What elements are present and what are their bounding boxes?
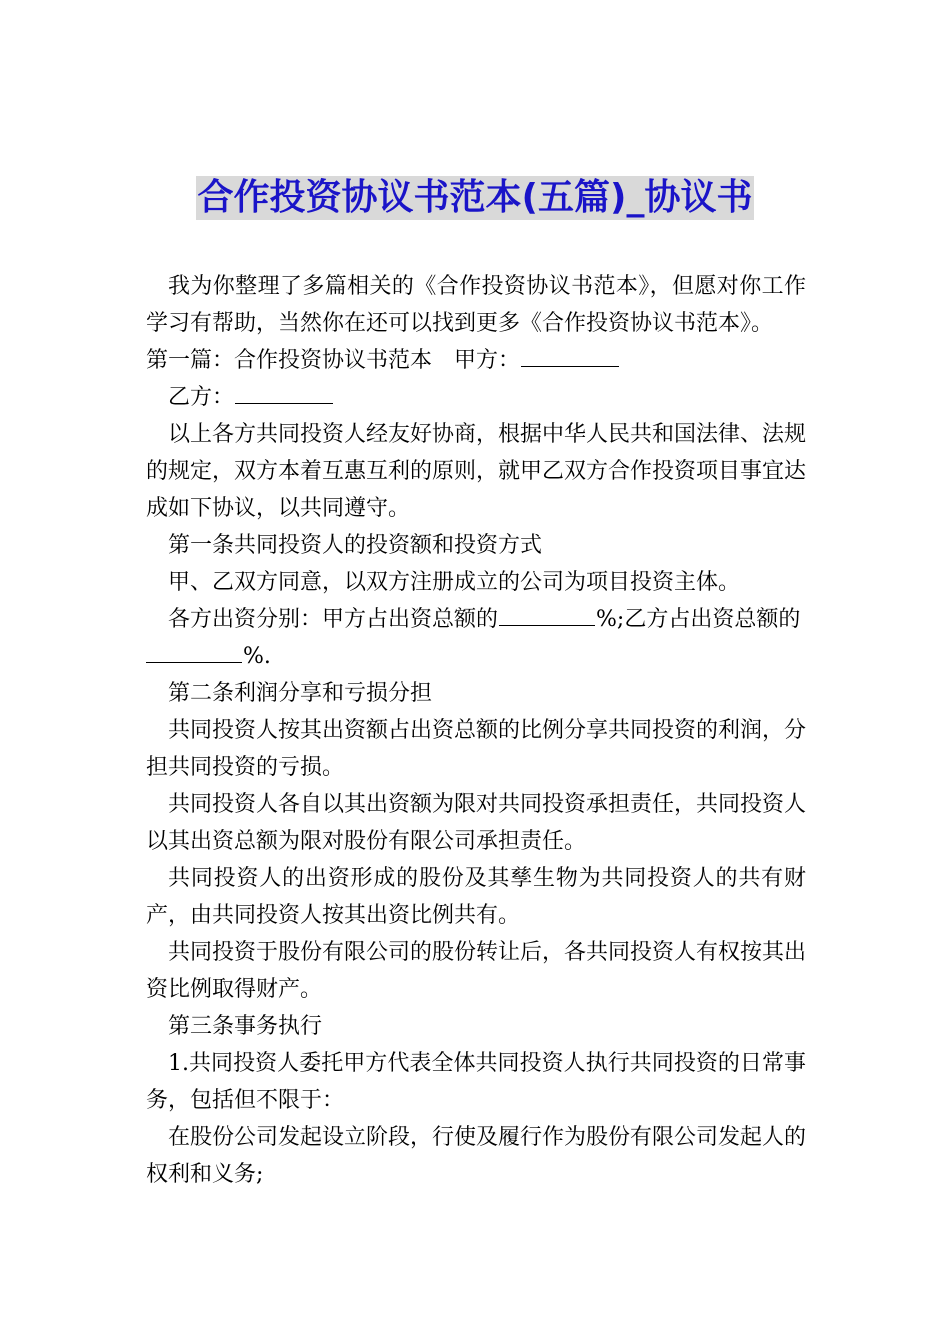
preamble-paragraph: 以上各方共同投资人经友好协商，根据中华人民共和国法律、法规的规定，双方本着互惠互利的原则，就甲乙双方合作投资项目事宜达成如下协议，以共同遵守。 [146, 422, 807, 521]
party-a-label: 甲方： [454, 348, 521, 373]
article3-paragraph1: 1.共同投资人委托甲方代表全体共同投资人执行共同投资的日常事务，包括但不限于： [146, 1051, 806, 1113]
article1-p2-part-c: %. [243, 644, 271, 669]
intro-paragraph: 我为你整理了多篇相关的《合作投资协议书范本》，但愿对你工作学习有帮助，当然你在还可以找到更多《合作投资协议书范本》。 [146, 274, 806, 336]
party-b-line [146, 379, 806, 416]
article1-paragraph2 [146, 601, 806, 675]
article3-title: 第三条事务执行 [168, 1014, 323, 1039]
party-b-label: 乙方： [168, 385, 235, 410]
part1-heading-line [146, 342, 806, 379]
title-container [0, 176, 950, 220]
article1-paragraph1: 甲、乙双方同意，以双方注册成立的公司为项目投资主体。 [168, 570, 741, 595]
article1-title: 第一条共同投资人的投资额和投资方式 [168, 533, 543, 558]
party-a-blank [521, 344, 619, 367]
article1-p2-part-a: 各方出资分别：甲方占出资总额的 [168, 607, 499, 632]
party-b-blank [235, 381, 333, 404]
party-b-share-blank [146, 640, 242, 663]
part1-heading: 第一篇：合作投资协议书范本 [146, 348, 433, 373]
document-title: 合作投资协议书范本(五篇)_协议书 [197, 177, 753, 218]
article2-title: 第二条利润分享和亏损分担 [168, 681, 433, 706]
article2-paragraph3: 共同投资人的出资形成的股份及其孳生物为共同投资人的共有财产，由共同投资人按其出资比例共有。 [146, 866, 806, 928]
article2-paragraph2: 共同投资人各自以其出资额为限对共同投资承担责任，共同投资人以其出资总额为限对股份有限公司承担责任。 [146, 792, 807, 854]
article1-p2-part-b: %;乙方占出资总额的 [596, 607, 801, 632]
article2-paragraph4: 共同投资于股份有限公司的股份转让后，各共同投资人有权按其出资比例取得财产。 [146, 940, 807, 1002]
party-a-share-blank [499, 603, 595, 626]
article3-paragraph2: 在股份公司发起设立阶段，行使及履行作为股份有限公司发起人的权利和义务; [146, 1125, 807, 1187]
article2-paragraph1: 共同投资人按其出资额占出资总额的比例分享共同投资的利润，分担共同投资的亏损。 [146, 718, 807, 780]
document-body [146, 268, 806, 1193]
